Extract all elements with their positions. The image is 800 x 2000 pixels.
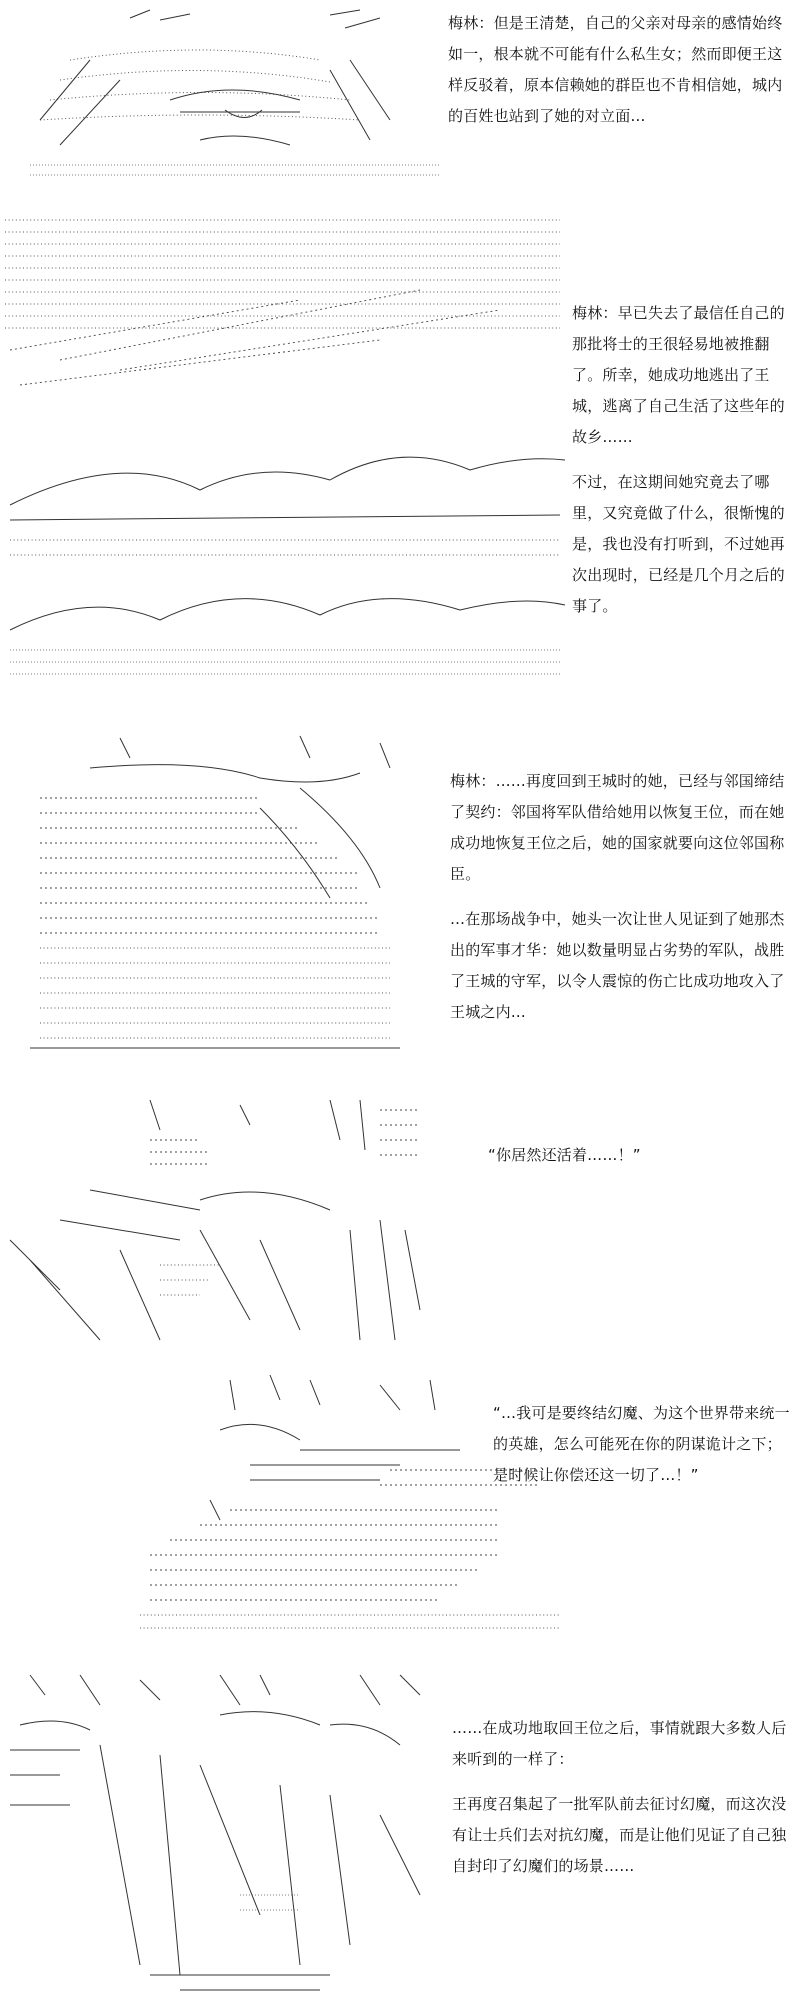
dialogue-1 [488,1140,788,1171]
paragraph: “…我可是要终结幻魔、为这个世界带来统一的英雄，怎么可能死在你的阴谋诡计之下；是时候让你偿还这一切了…！” [493,1404,790,1484]
panel-3 [0,728,800,1078]
ascii-art-confrontation [0,1090,440,1355]
narration-3 [450,766,795,1028]
panel-6 [0,1665,800,2000]
panel-2 [0,210,800,680]
dialogue-2 [493,1398,793,1491]
narration-1 [448,8,793,132]
ascii-art-army [0,728,440,1078]
paragraph: 梅林：……再度回到王城时的她，已经与邻国缔结了契约：邻国将军队借给她用以恢复王位，而在她成功地恢复王位之后，她的国家就要向这位邻国称臣。 [450,772,785,883]
ascii-art-landscape [0,210,570,680]
panel-1 [0,0,800,185]
paragraph: 梅林：早已失去了最信任自己的那批将士的王很轻易地被推翻了。所幸，她成功地逃出了王城，逃离了自己生活了这些年的故乡…… [572,304,785,446]
ascii-art-king [0,1370,560,1650]
paragraph: …在那场战争中，她头一次让世人见证到了她那杰出的军事才华：她以数量明显占劣势的军队，战胜了王城的守军，以令人震惊的伤亡比成功地攻入了王城之内… [450,910,785,1021]
paragraph: 不过，在这期间她究竟去了哪里，又究竟做了什么，很惭愧的是，我也没有打听到，不过她再次出现时，已经是几个月之后的事了。 [572,473,785,615]
panel-4 [0,1090,800,1355]
paragraph: 王再度召集起了一批军队前去征讨幻魔，而这次没有让士兵们去对抗幻魔，而是让他们见证了自己独自封印了幻魔们的场景…… [452,1795,787,1875]
ascii-art-sealing [0,1665,440,2000]
panel-5 [0,1370,800,1650]
narration-2 [572,298,794,622]
narration-4 [452,1713,797,1882]
paragraph: 梅林：但是王清楚，自己的父亲对母亲的感情始终如一，根本就不可能有什么私生女；然而即便王这样反驳着，原本信赖她的群臣也不肯相信她，城内的百姓也站到了她的对立面… [448,14,783,125]
paragraph: “你居然还活着……！” [488,1146,641,1164]
ascii-art-crowd [0,0,450,185]
paragraph: ……在成功地取回王位之后，事情就跟大多数人后来听到的一样了： [452,1719,787,1768]
